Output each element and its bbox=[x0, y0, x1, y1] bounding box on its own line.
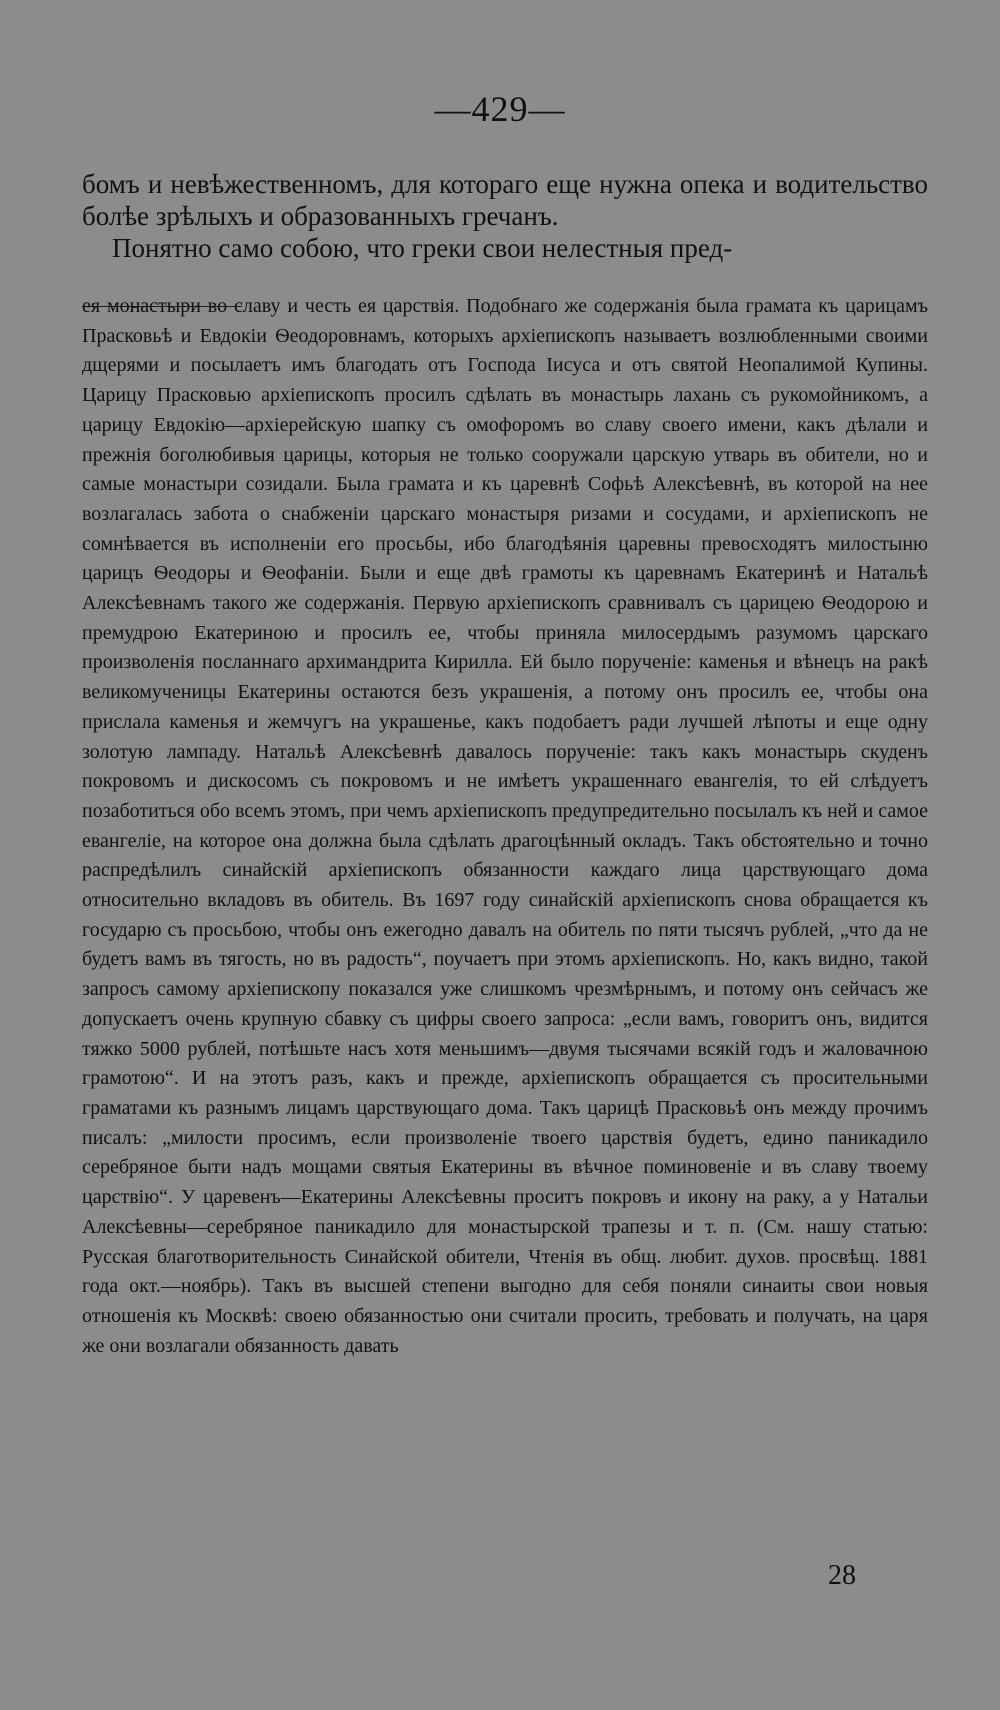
page-number: —429— bbox=[434, 89, 566, 129]
main-paragraph-start: Понятно само собою, что греки свои нелестныя пред- bbox=[112, 233, 733, 263]
main-text bbox=[82, 168, 928, 264]
main-paragraph-end: бомъ и невѣжественномъ, для котораго еще нужна опека и водительство болѣе зрѣлыхъ и образованныхъ гречанъ. bbox=[82, 169, 928, 231]
footnote-text: ея монастыри во славу и честь ея царствія. Подобнаго же содержанія была грамата къ царицамъ Прасковьѣ и Евдокіи Ѳеодоровнамъ, которыхъ архіепископъ называетъ возлюбленными своими дщерями и посылаетъ имъ благодать отъ Господа Іисуса и отъ святой Неопалимой Купины. Царицу Прасковью архіепископъ просилъ сдѣлать въ монастырь лахань съ рукомойникомъ, а царицу Евдокію—архіерейскую шапку съ омофоромъ во славу своего имени, какъ дѣлали и прежнія боголюбивыя царицы, которыя не только сооружали царскую утварь въ обители, но и самые монастыри созидали. Была грамата и къ царевнѣ Софьѣ Алексѣевнѣ, въ которой на нее возлагалась забота о снабженіи царскаго монастыря ризами и сосудами, и архіепископъ не сомнѣвается въ исполненіи его просьбы, ибо благодѣянія царевны превосходятъ милостыню царицъ Ѳеодоры и Ѳеофаніи. Были и еще двѣ грамоты къ царевнамъ Екатеринѣ и Натальѣ Алексѣевнамъ такого же содержанія. Первую архіепископъ сравнивалъ съ царицею Ѳеодорою и премудрою Екатериною и просилъ ее, чтобы приняла милосердымъ разумомъ царскаго произволенія посланнаго архимандрита Кирилла. Ей было порученіе: каменья и вѣнецъ на ракѣ великомученицы Екатерины остаются безъ украшенія, а потому онъ просилъ ее, чтобы она прислала каменья и жемчугъ на украшенье, какъ подобаетъ ради лучшей лѣпоты и еще одну золотую лампаду. Натальѣ Алексѣевнѣ давалось порученіе: такъ какъ монастырь скуденъ покровомъ и дискосомъ съ покровомъ и не имѣетъ украшеннаго евангелія, то ей слѣдуетъ позаботиться обо всемъ этомъ, при чемъ архіепископъ предупредительно посылалъ къ ней и самое евангеліе, на которое она должна была сдѣлать драгоцѣнный окладъ. Такъ обстоятельно и точно распредѣлилъ синайскій архіепископъ обязанности каждаго лица царствующаго дома относительно вкладовъ въ обитель. Въ 1697 году синайскій архіепископъ снова обращается къ государю съ просьбою, чтобы онъ ежегодно давалъ на обитель по пяти тысячъ рублей, „что да не будетъ вамъ въ тягость, но въ радость“, поучаетъ при этомъ архіепископъ. Но, какъ видно, такой запросъ самому архіепископу показался уже слишкомъ чрезмѣрнымъ, и потому онъ сейчасъ же допускаетъ очень крупную сбавку съ цифры своего запроса: „если вамъ, говоритъ онъ, видится тяжко 5000 рублей, потѣшьте насъ хотя меньшимъ—двумя тысячами всякій годъ и жаловачною грамотою“. И на этотъ разъ, какъ и прежде, архіепископъ обращается съ просительными граматами къ разнымъ лицамъ царствующаго дома. Такъ царицѣ Прасковьѣ онъ между прочимъ писалъ: „милости просимъ, если произволеніе твоего царствія будетъ, едино паникадило серебряное быти надъ мощами святыя Екатерины въ вѣчное поминовеніе и въ славу твоему царствію“. У царевенъ—Екатерины Алексѣевны проситъ покровъ и икону на раку, а у Натальи Алексѣевны—серебряное паникадило для монастырской трапезы и т. п. (См. нашу статью: Русская благотворительность Синайской обители, Чтенія въ общ. любит. духов. просвѣщ. 1881 года окт.—ноябрь). Такъ въ высшей степени выгодно для себя поняли синаиты свои новыя отношенія къ Москвѣ: своею обязанностью они считали просить, требовать и получать, на царя же они возлагали обязанность давать bbox=[82, 295, 928, 1357]
signature-mark: 28 bbox=[828, 1560, 856, 1591]
